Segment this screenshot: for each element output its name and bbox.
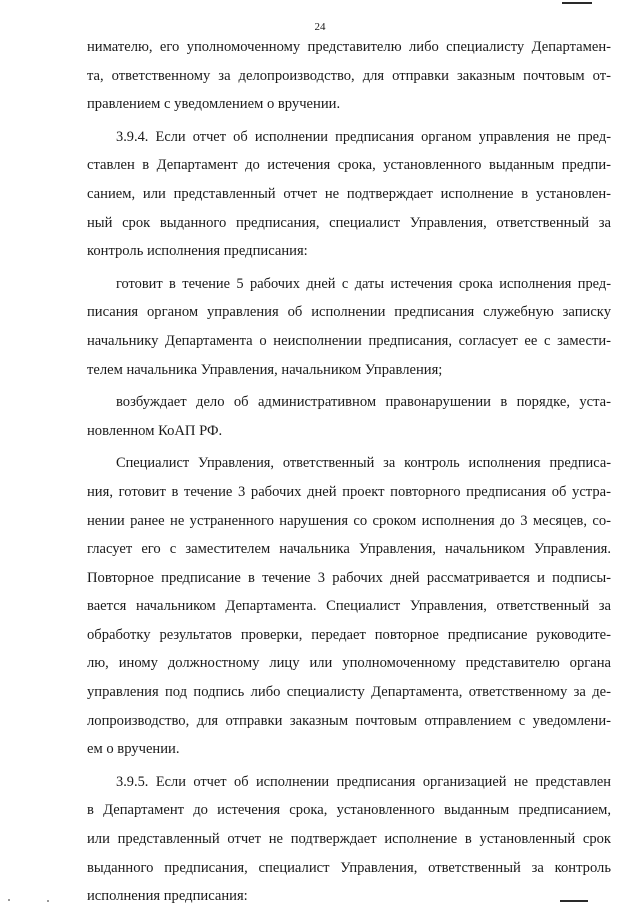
scan-artifact-top-right: [562, 2, 592, 4]
text-line: ем о вручении.: [87, 741, 180, 758]
paragraph-initiates-case: [87, 388, 611, 445]
text-line: 3.9.4. Если отчет об исполнении предписания органом управления не пред-: [116, 128, 611, 145]
document-body: [87, 33, 611, 911]
paragraph-prepares-memo: [87, 270, 611, 384]
page-number: 24: [314, 21, 326, 33]
text-line: та, ответственному за делопроизводство, для отправки заказным почтовым от-: [87, 67, 611, 84]
text-line: выданного предписания, специалист Управления, ответственный за контроль: [87, 859, 611, 876]
text-line: возбуждает дело об административном правонарушении в порядке, уста-: [116, 394, 611, 411]
text-line: вается начальником Департамента. Специалист Управления, ответственный за: [87, 598, 611, 615]
text-line: контроль исполнения предписания:: [87, 243, 308, 260]
text-line: ный срок выданного предписания, специалист Управления, ответственный за: [87, 214, 611, 231]
text-line: начальнику Департамента о неисполнении предписания, согласует ее с замести-: [87, 332, 611, 349]
text-line: новленном КоАП РФ.: [87, 422, 223, 439]
text-line: писания органом управления об исполнении предписания служебную записку: [87, 304, 611, 321]
text-line: нении ранее не устраненного нарушения со сроком исполнения до 3 месяцев, со-: [87, 512, 611, 529]
text-line: в Департамент до истечения срока, установленного выданным предписанием,: [87, 802, 611, 819]
text-line: телем начальника Управления, начальником Управления;: [87, 361, 443, 378]
text-line: санием, или представленный отчет не подтверждает исполнение в установлен-: [87, 185, 611, 202]
text-line: лю, иному должностному лицу или уполномоченному представителю органа: [87, 655, 611, 672]
text-line: управления под подпись либо специалисту Департамента, ответственному за де-: [87, 684, 611, 701]
text-line: ставлен в Департамент до истечения срока, установленного выданным предпи-: [87, 157, 611, 174]
paragraph-repeat-order: [87, 449, 611, 764]
text-line: нимателю, его уполномоченному представителю либо специалисту Департамен-: [87, 39, 611, 55]
scan-dot-left: [8, 899, 10, 901]
text-line: готовит в течение 5 рабочих дней с даты истечения срока исполнения пред-: [116, 275, 611, 292]
scan-dot-bottom: [47, 900, 49, 902]
paragraph-3-9-4: [87, 123, 611, 266]
paragraph-continuation: [87, 33, 611, 119]
text-line: ния, готовит в течение 3 рабочих дней проект повторного предписания об устра-: [87, 483, 611, 500]
text-line: Специалист Управления, ответственный за контроль исполнения предписа-: [116, 455, 611, 472]
text-line: гласует его с заместителем начальника Управления, начальником Управления.: [87, 541, 611, 558]
text-line: исполнения предписания:: [87, 888, 248, 905]
text-line: правлением с уведомлением о вручении.: [87, 96, 341, 113]
text-line: Повторное предписание в течение 3 рабочих дней рассматривается и подписы-: [87, 569, 611, 586]
text-line: обработку результатов проверки, передает повторное предписание руководите-: [87, 626, 611, 643]
text-line: лопроизводство, для отправки заказным почтовым отправлением с уведомлени-: [87, 712, 611, 729]
text-line: 3.9.5. Если отчет об исполнении предписания организацией не представлен: [116, 773, 611, 790]
text-line: или представленный отчет не подтверждает исполнение в установленный срок: [87, 831, 611, 848]
paragraph-3-9-5: [87, 768, 611, 911]
